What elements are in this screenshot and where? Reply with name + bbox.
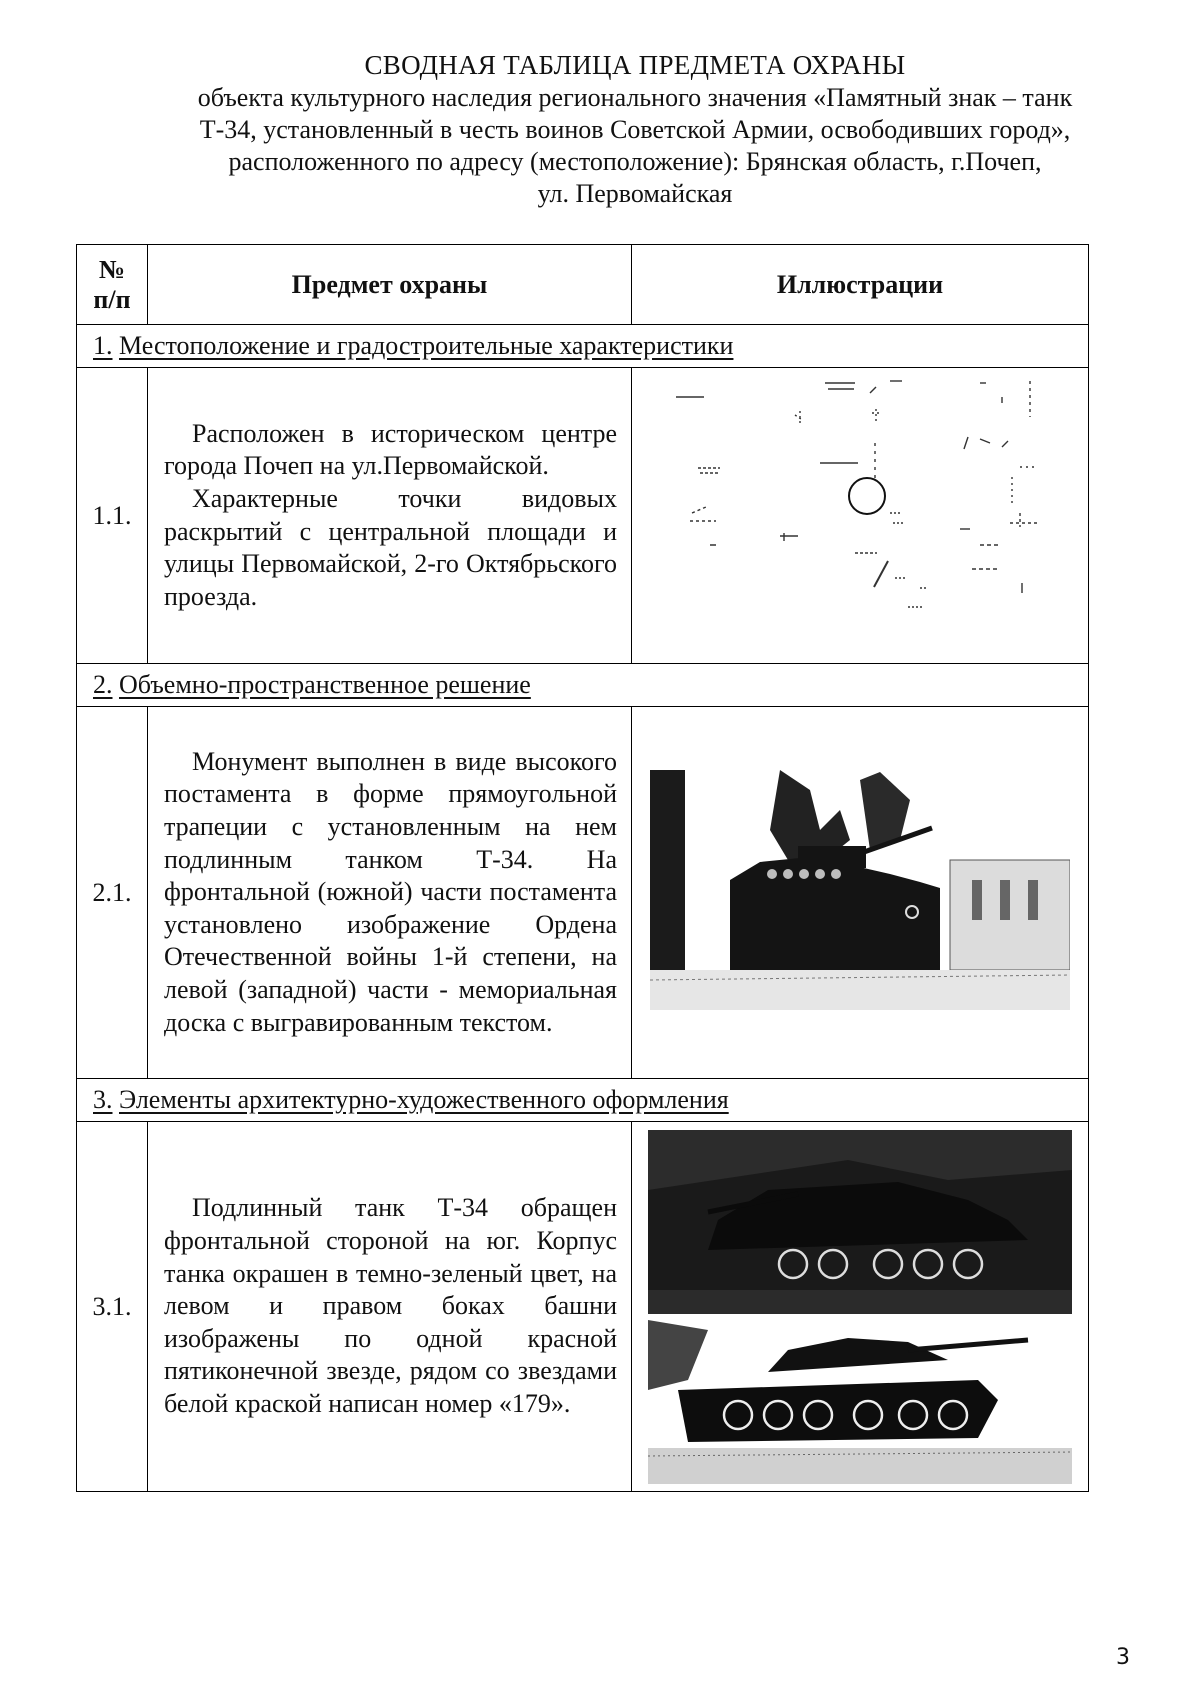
subtitle-line-3: расположенного по адресу (местоположение): Брянская область, г.Почеп, bbox=[228, 147, 1042, 176]
section-title: Объемно-пространственное решение bbox=[119, 670, 531, 699]
table-row bbox=[77, 707, 1089, 1079]
subtitle-line-4: ул. Первомайская bbox=[537, 179, 733, 208]
document-title: СВОДНАЯ ТАБЛИЦА ПРЕДМЕТА ОХРАНЫ bbox=[364, 50, 906, 80]
header-number-cell bbox=[77, 245, 148, 325]
tank-rear-photo bbox=[648, 1320, 1072, 1484]
row-description bbox=[148, 707, 632, 1079]
row-description bbox=[148, 1122, 632, 1492]
header-illustrations-cell: Иллюстрации bbox=[632, 245, 1089, 325]
description-paragraph: Подлинный танк Т-34 обращен фронтальной стороной на юг. Корпус танка окрашен в темно-зеленый цвет, на левом и правом боках башни изображены по одной красной пятиконечной звезде, рядом со звездами белой краской написан номер «179». bbox=[164, 1193, 617, 1418]
row-number: 2.1. bbox=[77, 707, 148, 1079]
page-number: 3 bbox=[1116, 1645, 1130, 1670]
section-title: Местоположение и градостроительные характеристики bbox=[119, 331, 734, 360]
row-number: 3.1. bbox=[77, 1122, 148, 1492]
location-map-image bbox=[650, 373, 1070, 653]
row-number: 1.1. bbox=[77, 368, 148, 664]
monument-photo bbox=[650, 770, 1070, 1010]
header-subject-cell: Предмет охраны bbox=[148, 245, 632, 325]
description-paragraph: Характерные точки видовых раскрытий с центральной площади и улицы Первомайской, 2-го Октябрьского проезда. bbox=[164, 483, 617, 611]
subtitle-line-1: объекта культурного наследия регионального значения «Памятный знак – танк bbox=[197, 83, 1073, 112]
section-title: Элементы архитектурно-художественного оформления bbox=[119, 1085, 729, 1114]
subtitle-line-2: Т-34, установленный в честь воинов Советской Армии, освободивших город», bbox=[199, 115, 1071, 144]
document-header bbox=[120, 48, 1150, 210]
header-number-abbrev: п/п bbox=[93, 284, 131, 314]
section-number: 2. bbox=[93, 670, 113, 699]
table-row bbox=[77, 1122, 1089, 1492]
section-number: 3. bbox=[93, 1085, 113, 1114]
section-number: 1. bbox=[93, 331, 113, 360]
illustration-cell bbox=[632, 368, 1089, 664]
description-paragraph: Расположен в историческом центре города Почеп на ул.Первомайской. bbox=[164, 418, 617, 481]
illustration-cell bbox=[632, 707, 1089, 1079]
section-1-heading bbox=[77, 325, 1089, 368]
section-row bbox=[77, 325, 1089, 368]
table-header-row bbox=[77, 245, 1089, 325]
section-3-heading bbox=[77, 1079, 1089, 1122]
row-description bbox=[148, 368, 632, 664]
protection-subject-table bbox=[76, 244, 1089, 1492]
tank-side-photo bbox=[648, 1130, 1072, 1314]
section-2-heading bbox=[77, 664, 1089, 707]
header-number-symbol: № bbox=[98, 254, 126, 284]
illustration-cell bbox=[632, 1122, 1089, 1492]
section-row bbox=[77, 1079, 1089, 1122]
section-row bbox=[77, 664, 1089, 707]
table-row bbox=[77, 368, 1089, 664]
description-paragraph: Монумент выполнен в виде высокого постамента в форме прямоугольной трапеции с установленным на нем подлинным танком Т-34. На фронтальной (южной) части постамента установлено изображение Ордена Отечественной войны 1-й степени, на левой (западной) части - мемориальная доска с выгравированным текстом. bbox=[164, 746, 617, 1037]
